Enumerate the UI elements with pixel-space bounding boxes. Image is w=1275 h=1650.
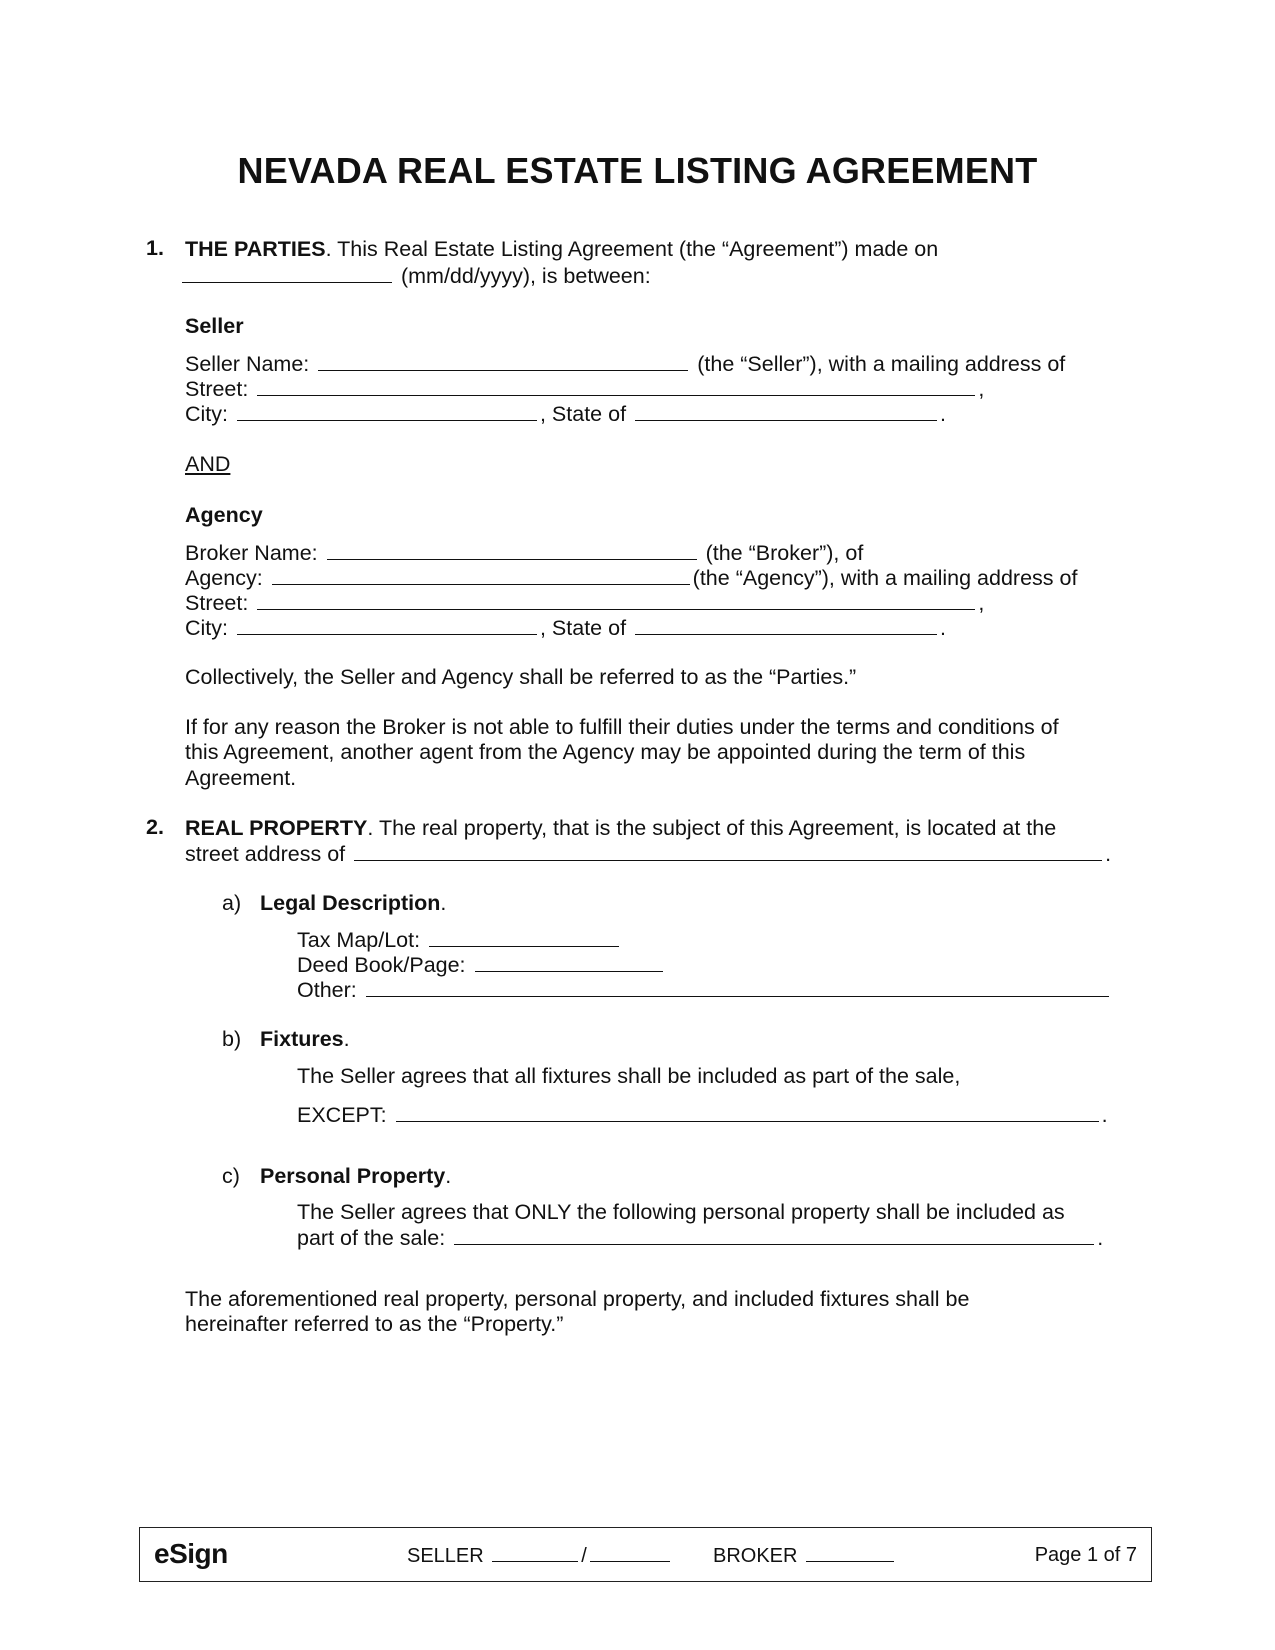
date-format-hint: (mm/dd/yyyy), is between: [400, 264, 651, 288]
tax-map-field[interactable] [429, 926, 619, 947]
broker-initials-label: BROKER [713, 1545, 798, 1567]
other-label: Other: [297, 978, 357, 1002]
date-line [182, 262, 651, 289]
except-field[interactable] [396, 1101, 1099, 1122]
period: . [445, 1164, 452, 1188]
seller-street-line [185, 375, 984, 402]
agency-street-label: Street: [185, 591, 249, 615]
seller-state-label: , State of [539, 402, 627, 426]
paragraph-line-3: Agreement. [185, 766, 297, 790]
except-line [297, 1101, 1108, 1128]
seller-street-label: Street: [185, 377, 249, 401]
initials-slash: / [581, 1545, 587, 1567]
seller-name-label: Seller Name: [185, 352, 310, 376]
agency-city-label: City: [185, 616, 228, 640]
other-line [297, 976, 1112, 1003]
period: . [1097, 1226, 1104, 1250]
tax-map-label: Tax Map/Lot: [297, 928, 421, 952]
period: . [440, 891, 447, 915]
subsection-b-label: b) [222, 1027, 242, 1051]
except-label: EXCEPT: [297, 1103, 387, 1127]
subsection-b [260, 1026, 350, 1052]
seller-city-field[interactable] [237, 400, 537, 421]
broker-name-field[interactable] [327, 539, 697, 560]
property-address-field[interactable] [354, 840, 1102, 861]
period: . [1105, 842, 1112, 866]
paragraph-line-1: If for any reason the Broker is not able to fulfill their duties under the terms and conditions of [185, 715, 1059, 739]
broker-initials-field[interactable] [806, 1544, 894, 1562]
seller-street-field[interactable] [257, 375, 975, 396]
section-2-intro-text: . The real property, that is the subject of this Agreement, is located at the [367, 816, 1057, 840]
section-1-intro-text: . This Real Estate Listing Agreement (the “Agreement”) made on [325, 237, 939, 261]
seller-initials-field-1[interactable] [492, 1544, 578, 1562]
period: . [343, 1027, 350, 1051]
subsection-c [260, 1163, 451, 1189]
broker-initials-line [713, 1544, 897, 1568]
seller-name-field[interactable] [318, 350, 688, 371]
seller-city-label: City: [185, 402, 228, 426]
agency-city-line [185, 614, 946, 641]
comma: , [978, 377, 985, 401]
agency-city-field[interactable] [237, 614, 537, 635]
broker-name-line [185, 539, 863, 566]
property-address-line [185, 840, 1111, 867]
agency-suffix: (the “Agency”), with a mailing address of [692, 566, 1078, 590]
and-separator: AND [185, 452, 231, 476]
seller-initials-label: SELLER [407, 1545, 484, 1567]
agency-state-label: , State of [539, 616, 627, 640]
collectively-text: Collectively, the Seller and Agency shall be referred to as the “Parties.” [185, 665, 857, 689]
broker-name-label: Broker Name: [185, 541, 318, 565]
personal-property-heading: Personal Property [260, 1164, 446, 1188]
agreement-date-field[interactable] [182, 262, 392, 283]
comma: , [978, 591, 985, 615]
agency-heading: Agency [185, 503, 263, 527]
personal-property-label: part of the sale: [297, 1226, 446, 1250]
street-address-prefix: street address of [185, 842, 346, 866]
agency-name-field[interactable] [272, 564, 690, 585]
personal-property-line-2 [297, 1224, 1103, 1251]
agency-label: Agency: [185, 566, 263, 590]
agency-line [185, 564, 1077, 591]
subsection-a-label: a) [222, 891, 242, 915]
personal-property-field[interactable] [454, 1224, 1094, 1245]
seller-heading: Seller [185, 314, 244, 338]
tax-map-line [297, 926, 622, 953]
page-footer [139, 1527, 1152, 1582]
personal-property-line-1: The Seller agrees that ONLY the following personal property shall be included as [297, 1200, 1065, 1224]
page-number: Page 1 of 7 [1034, 1544, 1137, 1566]
subsection-c-label: c) [222, 1164, 240, 1188]
section-1-intro [185, 236, 938, 262]
other-field[interactable] [366, 976, 1109, 997]
period: . [940, 616, 947, 640]
section-number-1: 1. [146, 236, 164, 260]
legal-description-heading: Legal Description [260, 891, 441, 915]
paragraph-line-2: this Agreement, another agent from the Agency may be appointed during the term of this [185, 740, 1026, 764]
agency-street-field[interactable] [257, 589, 975, 610]
closing-line-2: hereinafter referred to as the “Property.” [185, 1312, 564, 1336]
document-title: NEVADA REAL ESTATE LISTING AGREEMENT [237, 150, 1038, 191]
period: . [940, 402, 947, 426]
section-number-2: 2. [146, 815, 164, 839]
seller-initials-line [407, 1544, 673, 1568]
deed-book-field[interactable] [475, 951, 663, 972]
section-2-heading: REAL PROPERTY [185, 816, 368, 840]
fixtures-text: The Seller agrees that all fixtures shall be included as part of the sale, [297, 1064, 961, 1088]
deed-book-label: Deed Book/Page: [297, 953, 466, 977]
closing-line-1: The aforementioned real property, personal property, and included fixtures shall be [185, 1287, 970, 1311]
period: . [1101, 1103, 1108, 1127]
seller-state-field[interactable] [635, 400, 937, 421]
section-1-heading: THE PARTIES [185, 237, 326, 261]
seller-city-line [185, 400, 946, 427]
section-2-intro [185, 815, 1056, 841]
agency-street-line [185, 589, 984, 616]
seller-name-line [185, 350, 1065, 377]
broker-name-suffix: (the “Broker”), of [705, 541, 864, 565]
esign-logo: eSign [154, 1538, 228, 1569]
seller-name-suffix: (the “Seller”), with a mailing address of [697, 352, 1066, 376]
deed-book-line [297, 951, 666, 978]
agency-state-field[interactable] [635, 614, 937, 635]
fixtures-heading: Fixtures [260, 1027, 344, 1051]
seller-initials-field-2[interactable] [590, 1544, 670, 1562]
subsection-a [260, 890, 446, 916]
